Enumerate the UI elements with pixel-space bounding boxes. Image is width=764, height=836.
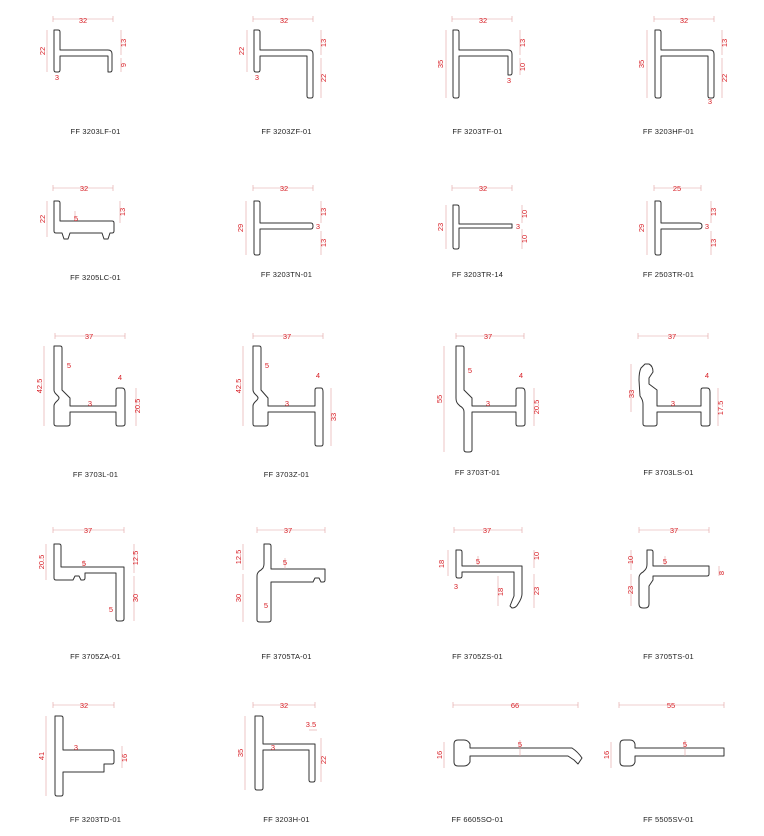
- dim-height: 20.5: [37, 554, 46, 570]
- profile-card: [0, 0, 191, 150]
- dim-inner: 5: [467, 366, 473, 375]
- dim-width: 32: [279, 184, 289, 193]
- dim-height: 22: [237, 46, 246, 56]
- dim-lip: 4: [704, 371, 710, 380]
- dim-width: 37: [282, 332, 292, 341]
- profile-code: FF 6605SO-01: [451, 815, 504, 824]
- profile-code: FF 3703T-01: [454, 468, 501, 477]
- profile-card: [191, 512, 382, 662]
- profile-drawing: [382, 512, 573, 637]
- dim-height: 29: [236, 223, 245, 233]
- profile-card: [0, 320, 191, 479]
- profile-drawing: [573, 320, 764, 445]
- dim-thickness: 3: [707, 97, 713, 106]
- dim-width: 32: [478, 184, 488, 193]
- dim-width: 37: [283, 526, 293, 535]
- dim-width: 37: [667, 332, 677, 341]
- dim-right-upper: 13: [518, 38, 527, 48]
- dim-height: 42.5: [234, 378, 243, 394]
- dim-width: 25: [672, 184, 682, 193]
- dim-width: 32: [79, 184, 89, 193]
- profile-code: FF 3705TS-01: [643, 652, 694, 661]
- profile-drawing: [0, 0, 191, 125]
- dim-height: 12.5: [234, 549, 243, 565]
- dim-height: 55: [435, 394, 444, 404]
- profile-card: [573, 686, 764, 836]
- dim-inner: 5: [81, 559, 87, 568]
- profile-drawing: [382, 686, 573, 811]
- profile-code: FF 3705ZS-01: [452, 652, 503, 661]
- dim-inner: 5: [73, 214, 79, 223]
- dim-width: 37: [482, 526, 492, 535]
- dim-right-lower: 13: [319, 238, 328, 248]
- profile-card: [382, 165, 573, 315]
- dim-height: 35: [236, 748, 245, 758]
- dim-right-lower: 9: [119, 62, 128, 68]
- dim-thickness: 3: [453, 582, 459, 591]
- dim-inner2: 5: [263, 601, 269, 610]
- dim-right-lower: 22: [319, 755, 328, 765]
- dim-height: 16: [602, 750, 611, 760]
- dim-right-upper: 13: [319, 38, 328, 48]
- dim-width: 37: [669, 526, 679, 535]
- dim-thickness: 3: [315, 222, 321, 231]
- profile-code: FF 3203TR-14: [451, 270, 504, 279]
- dim-right-lower: 23: [532, 586, 541, 596]
- profile-code: FF 3203LF-01: [70, 127, 121, 136]
- dim-lip: 4: [315, 371, 321, 380]
- profile-card: [382, 512, 573, 662]
- dim-thickness: 3: [54, 73, 60, 82]
- dim-right-lower: 10: [518, 62, 527, 72]
- profile-card: [573, 165, 764, 315]
- profile-card: [191, 686, 382, 836]
- dim-right-lower: 22: [720, 73, 729, 83]
- dim-height: 22: [38, 46, 47, 56]
- dim-right-upper: 12.5: [131, 550, 140, 566]
- profile-card: [382, 686, 573, 836]
- dim-width: 32: [279, 701, 289, 710]
- profile-drawing: [191, 686, 382, 811]
- profile-card: [191, 0, 382, 150]
- dim-width: 32: [79, 701, 89, 710]
- profile-card: [0, 165, 191, 315]
- dim-right-lower: 10: [520, 234, 529, 244]
- dim-inner: 5: [264, 361, 270, 370]
- dim-width: 37: [83, 526, 93, 535]
- profile-code: FF 3203ZF-01: [261, 127, 312, 136]
- dim-thickness: 3: [270, 743, 276, 752]
- profile-drawing: [573, 0, 764, 125]
- dim-right-upper: 13: [118, 207, 127, 217]
- profile-code: FF 3203TN-01: [260, 270, 313, 279]
- dim-height: 33: [627, 389, 636, 399]
- profile-card: [573, 320, 764, 477]
- profile-code: FF 3203H-01: [263, 815, 310, 824]
- profile-drawing: [0, 686, 191, 811]
- dim-mid: 18: [496, 587, 505, 597]
- dim-right-lower: 17.5: [716, 400, 725, 416]
- profile-card: [0, 686, 191, 836]
- profile-code: FF 3703LS-01: [643, 468, 694, 477]
- dim-right-upper: 13: [709, 207, 718, 217]
- dim-inner: 5: [66, 361, 72, 370]
- dim-lip: 3.5: [305, 720, 317, 729]
- profile-card: [382, 320, 573, 477]
- dim-height-lower: 23: [626, 585, 635, 595]
- dim-inner: 5: [517, 740, 523, 749]
- dim-width: 66: [510, 701, 520, 710]
- profile-code: FF 3205LC-01: [70, 273, 121, 282]
- profile-code: FF 3705TA-01: [261, 652, 312, 661]
- dim-height: 35: [436, 59, 445, 69]
- profile-card: [573, 512, 764, 662]
- dim-right-upper: 10: [520, 209, 529, 219]
- dim-thickness: 3: [87, 399, 93, 408]
- profile-card: [382, 0, 573, 150]
- dim-width: 55: [666, 701, 676, 710]
- profile-card: [0, 512, 191, 662]
- dim-right-lower: 20.5: [532, 399, 541, 415]
- dim-inner: 5: [475, 557, 481, 566]
- profile-card: [191, 165, 382, 315]
- profile-card: [573, 0, 764, 150]
- dim-thickness: 3: [254, 73, 260, 82]
- dim-height: 22: [38, 214, 47, 224]
- profile-code: FF 3703Z-01: [263, 470, 310, 479]
- dim-width: 37: [84, 332, 94, 341]
- dim-height: 16: [435, 750, 444, 760]
- profile-drawing: [382, 0, 573, 125]
- dim-right-lower: 20.5: [133, 398, 142, 414]
- dim-thickness: 3: [485, 399, 491, 408]
- dim-right-lower: 30: [131, 593, 140, 603]
- dim-height: 42.5: [35, 378, 44, 394]
- dim-height: 10: [626, 555, 635, 565]
- dim-right-upper: 8: [717, 570, 726, 576]
- dim-inner: 5: [282, 558, 288, 567]
- profile-code: FF 5505SV-01: [643, 815, 694, 824]
- profile-drawing: [0, 165, 191, 290]
- dim-right-upper: 13: [319, 207, 328, 217]
- profile-drawing: [0, 320, 191, 445]
- dim-lip: 4: [117, 373, 123, 382]
- dim-right-lower: 22: [319, 73, 328, 83]
- dim-height-lower: 30: [234, 593, 243, 603]
- profile-card: [191, 320, 382, 479]
- dim-inner2: 5: [108, 605, 114, 614]
- dim-inner: 5: [662, 557, 668, 566]
- dim-width: 32: [679, 16, 689, 25]
- dim-right-lower: 16: [120, 753, 129, 763]
- dim-thickness: 3: [284, 399, 290, 408]
- dim-height: 41: [37, 751, 46, 761]
- dim-thickness: 3: [506, 76, 512, 85]
- dim-height: 29: [637, 223, 646, 233]
- profile-drawing: [382, 320, 573, 445]
- dim-thickness: 3: [73, 743, 79, 752]
- dim-right-upper: 10: [532, 551, 541, 561]
- dim-lip: 4: [518, 371, 524, 380]
- profile-drawing: [573, 512, 764, 637]
- dim-thickness: 3: [704, 222, 710, 231]
- dim-right-lower: 13: [709, 238, 718, 248]
- dim-right-upper: 13: [119, 38, 128, 48]
- dim-thickness: 3: [515, 222, 521, 231]
- profile-drawing: [191, 320, 382, 445]
- profile-code: FF 3203TD-01: [69, 815, 122, 824]
- dim-thickness: 3: [670, 399, 676, 408]
- profile-code: FF 3703L-01: [72, 470, 119, 479]
- profile-code: FF 3203HF-01: [642, 127, 695, 136]
- profile-drawing: [0, 512, 191, 637]
- dim-height: 23: [436, 222, 445, 232]
- dim-height: 35: [637, 59, 646, 69]
- profile-code: FF 3705ZA-01: [70, 652, 121, 661]
- profile-drawing: [191, 512, 382, 637]
- dim-right-upper: 13: [720, 38, 729, 48]
- dim-width: 32: [78, 16, 88, 25]
- profile-code: FF 2503TR-01: [642, 270, 695, 279]
- profile-code: FF 3203TF-01: [452, 127, 503, 136]
- dim-height: 18: [437, 559, 446, 569]
- dim-right-lower: 33: [329, 412, 338, 422]
- dim-inner: 5: [682, 740, 688, 749]
- dim-width: 32: [279, 16, 289, 25]
- profile-drawing: [573, 686, 764, 811]
- profile-drawing: [191, 0, 382, 125]
- dim-width: 32: [478, 16, 488, 25]
- dim-width: 37: [483, 332, 493, 341]
